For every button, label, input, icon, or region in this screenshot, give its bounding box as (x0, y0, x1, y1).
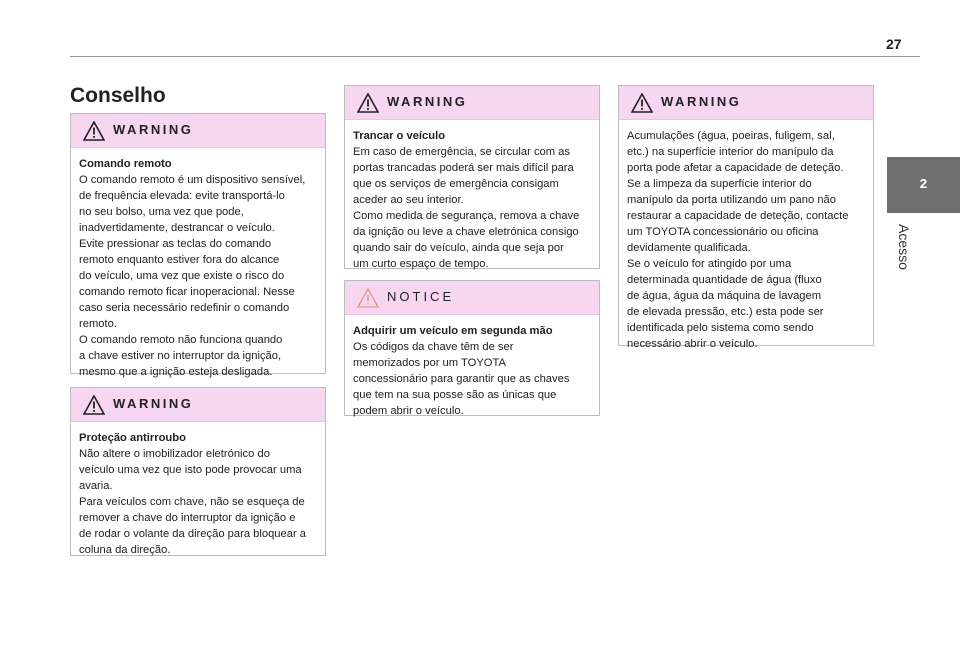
chapter-label (892, 224, 912, 324)
warning-box-locking (344, 85, 600, 269)
notice-box-used-vehicle (344, 280, 600, 416)
warning-header (345, 86, 599, 120)
warning-box-remote (70, 113, 326, 378)
warning-text: Em caso de emergência, se circular com as portas trancadas poderá ser mais difícil para que os serviços de emergência consigam aceder ao seu interior. Como medida de segurança, remova a chave da ignição ou leve a chave eletrónica consigo quando sair do veículo, ainda que seja por um curto espaço de tempo. (353, 146, 580, 270)
notice-body (345, 315, 599, 419)
warning-label: WARNING (387, 94, 468, 109)
page-number: 27 (886, 36, 902, 52)
warning-label: WARNING (661, 94, 742, 109)
warning-body (345, 120, 599, 272)
chapter-label-text: Acesso (896, 224, 912, 270)
header-rule (70, 56, 920, 57)
notice-subtitle: Adquirir um veículo em segunda mão (353, 325, 553, 337)
section-title: Conselho (70, 84, 166, 107)
warning-header (619, 86, 873, 120)
warning-label: WARNING (113, 396, 194, 411)
warning-triangle-icon (83, 395, 105, 415)
warning-subtitle: Trancar o veículo (353, 130, 446, 142)
warning-body (71, 148, 325, 380)
warning-subtitle: Proteção antirroubo (79, 432, 186, 444)
warning-triangle-icon (83, 121, 105, 141)
warning-header (71, 388, 325, 422)
notice-label: NOTICE (387, 289, 455, 304)
warning-box-door-handle (618, 85, 874, 350)
notice-header (345, 281, 599, 315)
warning-triangle-icon (631, 93, 653, 113)
warning-label: WARNING (113, 122, 194, 137)
chapter-tab-number: 2 (919, 176, 928, 191)
notice-triangle-icon (357, 288, 379, 308)
warning-box-antitheft (70, 387, 326, 556)
warning-header (71, 114, 325, 148)
warning-body (71, 422, 325, 558)
chapter-tab[interactable] (887, 157, 960, 213)
notice-text: Os códigos da chave têm de ser memorizados por um TOYOTA concessionário para garantir que as chaves que tem na sua posse são as únicas que podem abrir o veículo. (353, 341, 570, 417)
warning-subtitle: Comando remoto (79, 158, 172, 170)
warning-text: Não altere o imobilizador eletrónico do veículo uma vez que isto pode provocar uma avaria. Para veículos com chave, não se esqueça de remover a chave do interruptor da ignição e de rodar o volante da direção para bloquear a coluna da direção. (79, 448, 307, 556)
warning-text: O comando remoto é um dispositivo sensível, de frequência elevada: evite transportá-lo no seu bolso, uma vez que pode, inadvertidamente, destrancar o veículo. Evite pressionar as teclas do comando remoto enquanto estiver fora do alcance do veículo, uma vez que existe o risco do comando remoto ficar inoperacional. Nesse caso seria necessário redefinir o comando remoto. O comando remoto não funciona quando a chave estiver no interruptor da ignição, mesmo que a ignição esteja desligada. (79, 174, 306, 378)
warning-text: Acumulações (água, poeiras, fuligem, sal, etc.) na superfície interior do manípulo da porta pode afetar a capacidade de deteção. Se a limpeza da superfície interior do manípulo da porta utilizando um pano não restaurar a capacidade de deteção, contacte um TOYOTA concessionário ou oficina devidamente qualificada. Se o veículo for atingido por uma determinada quantidade de água (fluxo de água, água da máquina de lavagem de elevada pressão, etc.) esta pode ser identificada pelo sistema como sendo necessário abrir o veículo. (627, 130, 849, 350)
warning-triangle-icon (357, 93, 379, 113)
warning-body (619, 120, 873, 352)
